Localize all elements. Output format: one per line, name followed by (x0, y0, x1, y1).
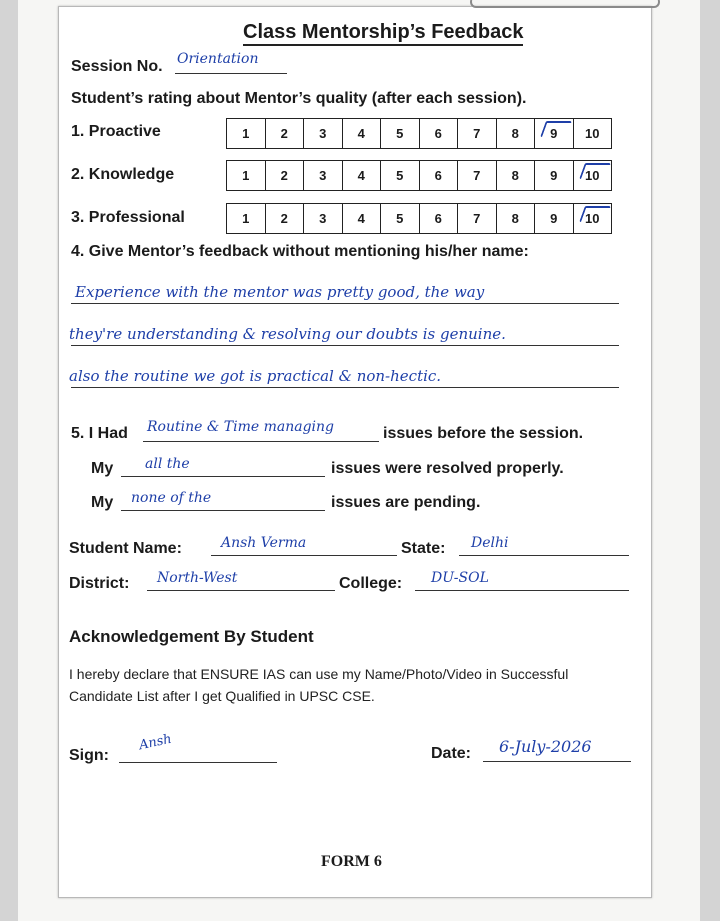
college-value[interactable]: DU-SOL (431, 570, 489, 586)
sign-label: Sign: (69, 747, 109, 764)
rating-cell[interactable]: 10 (573, 161, 612, 191)
form-title: Class Mentorship’s Feedback (243, 21, 523, 46)
q5-had-underline (143, 441, 379, 442)
rating-cell[interactable]: 4 (342, 161, 381, 191)
q5-resolved-suffix: issues were resolved properly. (331, 460, 564, 477)
rating-cell[interactable]: 4 (342, 204, 381, 234)
rating-cell[interactable]: 6 (419, 119, 458, 149)
rating-cell[interactable]: 7 (458, 204, 497, 234)
feedback-underline-1 (71, 303, 619, 304)
date-underline (483, 761, 631, 762)
college-label: College: (339, 575, 403, 592)
rating-cell[interactable]: 7 (458, 119, 497, 149)
q5-had-value[interactable]: Routine & Time managing (147, 419, 334, 435)
q5-pending-value[interactable]: none of the (131, 490, 212, 506)
q5-resolved-value[interactable]: all the (145, 456, 190, 472)
q5-pending-prefix: My (91, 494, 114, 511)
district-label: District: (69, 575, 130, 592)
q5-pending-underline (121, 510, 325, 511)
rating-heading: Student’s rating about Mentor’s quality (after each session). (71, 90, 527, 107)
feedback-line-2[interactable]: they're understanding & resolving our doubts is genuine. (69, 325, 506, 343)
declaration-line-1: I hereby declare that ENSURE IAS can use my Name/Photo/Video in Successful (69, 666, 569, 682)
rating-label-proactive: 1. Proactive (71, 123, 161, 140)
rating-cell[interactable]: 6 (419, 204, 458, 234)
rating-cell[interactable]: 10 (573, 119, 612, 149)
rating-cell[interactable]: 4 (342, 119, 381, 149)
session-value[interactable]: Orientation (177, 51, 259, 67)
student-name-label: Student Name: (69, 540, 182, 557)
state-underline (459, 555, 629, 556)
rating-cell[interactable]: 9 (535, 161, 574, 191)
rating-scale-professional (226, 203, 612, 234)
rating-cell[interactable]: 2 (265, 119, 304, 149)
rating-cell[interactable]: 2 (265, 204, 304, 234)
session-label: Session No. (71, 58, 163, 75)
rating-cell[interactable]: 2 (265, 161, 304, 191)
rating-cell[interactable]: 1 (227, 119, 266, 149)
rating-cell[interactable]: 8 (496, 204, 535, 234)
paper-clip (470, 0, 660, 8)
student-name-underline (211, 555, 397, 556)
q5-pending-suffix: issues are pending. (331, 494, 481, 511)
q5-resolved-underline (121, 476, 325, 477)
q5-resolved-prefix: My (91, 460, 114, 477)
college-underline (415, 590, 629, 591)
rating-cell[interactable]: 9 (535, 204, 574, 234)
declaration-line-2: Candidate List after I get Qualified in UPSC CSE. (69, 688, 375, 704)
rating-scale-knowledge (226, 160, 612, 191)
checkmark-icon (540, 121, 572, 137)
rating-cell[interactable]: 5 (381, 204, 420, 234)
rating-cell[interactable]: 8 (496, 119, 535, 149)
sign-underline (119, 762, 277, 763)
signature[interactable]: Ansh (137, 731, 174, 754)
rating-cell[interactable]: 1 (227, 161, 266, 191)
checkmark-icon (579, 206, 611, 222)
checkmark-icon (579, 163, 611, 179)
rating-cell[interactable]: 5 (381, 119, 420, 149)
state-label: State: (401, 540, 446, 557)
rating-cell[interactable]: 7 (458, 161, 497, 191)
district-value[interactable]: North-West (157, 570, 238, 586)
date-label: Date: (431, 745, 472, 762)
rating-cell[interactable]: 10 (573, 204, 612, 234)
district-underline (147, 590, 335, 591)
rating-cell[interactable]: 5 (381, 161, 420, 191)
session-underline (175, 73, 287, 74)
feedback-underline-2 (71, 345, 619, 346)
form-sheet (58, 6, 652, 898)
ack-heading: Acknowledgement By Student (69, 627, 314, 646)
rating-label-professional: 3. Professional (71, 209, 185, 226)
feedback-line-3[interactable]: also the routine we got is practical & non-hectic. (69, 367, 442, 385)
feedback-underline-3 (71, 387, 619, 388)
rating-cell[interactable]: 8 (496, 161, 535, 191)
rating-cell[interactable]: 3 (304, 204, 343, 234)
state-value[interactable]: Delhi (471, 535, 509, 551)
form-number: FORM 6 (321, 853, 382, 870)
q4-label: 4. Give Mentor’s feedback without mentioning his/her name: (71, 243, 529, 260)
rating-cell[interactable]: 3 (304, 119, 343, 149)
rating-cell[interactable]: 1 (227, 204, 266, 234)
q5-had-suffix: issues before the session. (383, 425, 584, 442)
rating-cell[interactable]: 3 (304, 161, 343, 191)
rating-cell[interactable]: 9 (535, 119, 574, 149)
rating-label-knowledge: 2. Knowledge (71, 166, 175, 183)
feedback-line-1[interactable]: Experience with the mentor was pretty good, the way (75, 283, 485, 301)
q5-had-prefix: 5. I Had (71, 425, 128, 442)
rating-cell[interactable]: 6 (419, 161, 458, 191)
date-value[interactable]: 6-July-2026 (499, 737, 592, 756)
rating-scale-proactive (226, 118, 612, 149)
student-name-value[interactable]: Ansh Verma (221, 535, 307, 551)
